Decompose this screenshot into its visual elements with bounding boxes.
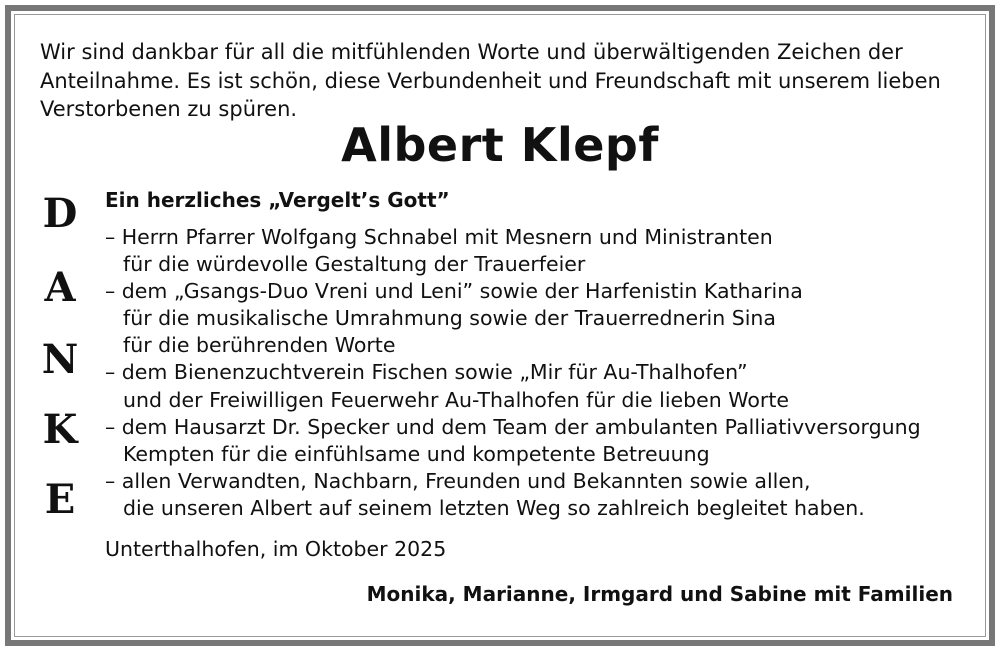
place-and-date: Unterthalhofen, im Oktober 2025 — [105, 537, 447, 561]
intro-line: Wir sind dankbar für all die mitfühlenden Worte und überwältigenden Zeichen der — [40, 40, 903, 64]
thanks-line-continued: für die musikalische Umrahmung sowie der Trauerrednerin Sina — [123, 306, 776, 331]
thanks-line-continued: Kempten für die einfühlsame und kompetente Betreuung — [123, 441, 710, 466]
intro-line: Verstorbenen zu spüren. — [40, 97, 298, 121]
danke-letter-n: N — [41, 336, 79, 383]
danke-letter-a: A — [44, 264, 76, 311]
deceased-name: Albert Klepf — [341, 118, 659, 172]
danke-letter-k: K — [42, 406, 78, 453]
thanks-line-continued: und der Freiwilligen Feuerwehr Au-Thalhofen für die lieben Worte — [123, 387, 789, 412]
thanks-line: – dem Hausarzt Dr. Specker und dem Team der ambulanten Palliativversorgung — [105, 414, 921, 439]
thanks-line-continued: für die berührenden Worte — [123, 333, 396, 358]
thanks-line: – dem „Gsangs-Duo Vreni und Leni” sowie der Harfenistin Katharina — [105, 279, 803, 304]
danke-letter-e: E — [44, 476, 76, 523]
thanks-line-continued: für die würdevolle Gestaltung der Trauerfeier — [123, 252, 586, 277]
greeting: Ein herzliches „Vergelt’s Gott” — [105, 188, 450, 212]
intro-paragraph — [40, 38, 970, 124]
signature: Monika, Marianne, Irmgard und Sabine mit Familien — [366, 582, 953, 606]
thanks-line: – Herrn Pfarrer Wolfgang Schnabel mit Mesnern und Ministranten — [105, 225, 773, 249]
thanks-list — [105, 224, 965, 522]
thanks-line: – allen Verwandten, Nachbarn, Freunden und Bekannten sowie allen, — [105, 468, 811, 493]
thanks-line: – dem Bienenzuchtverein Fischen sowie „Mir für Au-Thalhofen” — [105, 360, 748, 385]
danke-letter-d: D — [42, 190, 78, 237]
thanks-line-continued: die unseren Albert auf seinem letzten Weg so zahlreich begleitet haben. — [123, 495, 865, 520]
intro-line: Anteilnahme. Es ist schön, diese Verbundenheit und Freundschaft mit unserem lieben — [40, 68, 941, 93]
